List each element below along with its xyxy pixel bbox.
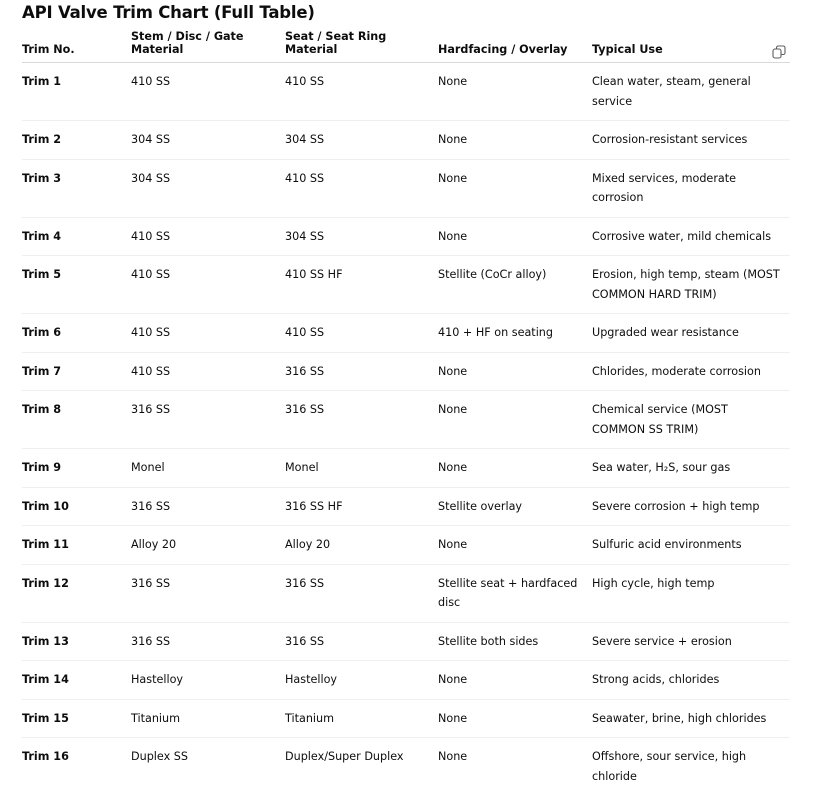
seat-material-cell: Hastelloy: [285, 661, 438, 700]
hardfacing-cell: None: [438, 121, 592, 160]
hardfacing-cell: None: [438, 352, 592, 391]
seat-material-cell: 410 SS HF: [285, 256, 438, 314]
typical-use-cell: Chemical service (MOST COMMON SS TRIM): [592, 391, 790, 449]
stem-material-cell: 410 SS: [131, 63, 285, 121]
table-row: [22, 738, 790, 795]
typical-use-cell: Severe service + erosion: [592, 622, 790, 661]
hardfacing-cell: None: [438, 738, 592, 795]
table-row: [22, 352, 790, 391]
trim-no-cell: Trim 6: [22, 314, 131, 353]
hardfacing-cell: None: [438, 526, 592, 565]
trim-table: [22, 30, 790, 795]
trim-no-cell: Trim 16: [22, 738, 131, 795]
table-row: [22, 622, 790, 661]
table-row: [22, 661, 790, 700]
trim-table-container: [22, 30, 790, 795]
table-row: [22, 256, 790, 314]
table-row: [22, 449, 790, 488]
seat-material-cell: Monel: [285, 449, 438, 488]
table-row: [22, 159, 790, 217]
trim-no-cell: Trim 4: [22, 217, 131, 256]
seat-material-cell: Titanium: [285, 699, 438, 738]
seat-material-cell: 316 SS: [285, 564, 438, 622]
stem-material-cell: 316 SS: [131, 391, 285, 449]
trim-no-cell: Trim 1: [22, 63, 131, 121]
trim-no-cell: Trim 5: [22, 256, 131, 314]
stem-material-cell: Duplex SS: [131, 738, 285, 795]
seat-material-cell: 304 SS: [285, 217, 438, 256]
header-stem-material: Stem / Disc / Gate Material: [131, 30, 285, 63]
typical-use-cell: Sulfuric acid environments: [592, 526, 790, 565]
typical-use-cell: High cycle, high temp: [592, 564, 790, 622]
trim-no-cell: Trim 15: [22, 699, 131, 738]
trim-no-cell: Trim 11: [22, 526, 131, 565]
stem-material-cell: 410 SS: [131, 314, 285, 353]
typical-use-cell: Offshore, sour service, high chloride: [592, 738, 790, 795]
table-row: [22, 314, 790, 353]
stem-material-cell: Alloy 20: [131, 526, 285, 565]
typical-use-cell: Upgraded wear resistance: [592, 314, 790, 353]
header-seat-material: Seat / Seat Ring Material: [285, 30, 438, 63]
table-row: [22, 217, 790, 256]
copy-icon[interactable]: [772, 44, 786, 58]
seat-material-cell: Duplex/Super Duplex: [285, 738, 438, 795]
stem-material-cell: 304 SS: [131, 159, 285, 217]
page-title: API Valve Trim Chart (Full Table): [22, 3, 315, 22]
table-row: [22, 526, 790, 565]
seat-material-cell: Alloy 20: [285, 526, 438, 565]
trim-no-cell: Trim 9: [22, 449, 131, 488]
hardfacing-cell: Stellite both sides: [438, 622, 592, 661]
header-trim-no: Trim No.: [22, 30, 131, 63]
trim-no-cell: Trim 14: [22, 661, 131, 700]
stem-material-cell: 316 SS: [131, 564, 285, 622]
seat-material-cell: 316 SS HF: [285, 487, 438, 526]
typical-use-cell: Chlorides, moderate corrosion: [592, 352, 790, 391]
seat-material-cell: 316 SS: [285, 391, 438, 449]
trim-no-cell: Trim 12: [22, 564, 131, 622]
stem-material-cell: 304 SS: [131, 121, 285, 160]
hardfacing-cell: Stellite seat + hardfaced disc: [438, 564, 592, 622]
hardfacing-cell: None: [438, 699, 592, 738]
stem-material-cell: 316 SS: [131, 622, 285, 661]
typical-use-cell: Corrosive water, mild chemicals: [592, 217, 790, 256]
table-row: [22, 121, 790, 160]
header-hardfacing: Hardfacing / Overlay: [438, 30, 592, 63]
stem-material-cell: Monel: [131, 449, 285, 488]
typical-use-cell: Erosion, high temp, steam (MOST COMMON HARD TRIM): [592, 256, 790, 314]
hardfacing-cell: None: [438, 63, 592, 121]
hardfacing-cell: None: [438, 449, 592, 488]
table-header-row: [22, 30, 790, 63]
stem-material-cell: 410 SS: [131, 256, 285, 314]
hardfacing-cell: None: [438, 159, 592, 217]
hardfacing-cell: None: [438, 217, 592, 256]
trim-no-cell: Trim 2: [22, 121, 131, 160]
hardfacing-cell: None: [438, 661, 592, 700]
stem-material-cell: Titanium: [131, 699, 285, 738]
stem-material-cell: 410 SS: [131, 217, 285, 256]
table-row: [22, 564, 790, 622]
hardfacing-cell: None: [438, 391, 592, 449]
trim-no-cell: Trim 3: [22, 159, 131, 217]
hardfacing-cell: Stellite (CoCr alloy): [438, 256, 592, 314]
table-row: [22, 699, 790, 738]
typical-use-cell: Mixed services, moderate corrosion: [592, 159, 790, 217]
trim-no-cell: Trim 10: [22, 487, 131, 526]
trim-no-cell: Trim 8: [22, 391, 131, 449]
seat-material-cell: 410 SS: [285, 314, 438, 353]
seat-material-cell: 304 SS: [285, 121, 438, 160]
stem-material-cell: 316 SS: [131, 487, 285, 526]
typical-use-cell: Clean water, steam, general service: [592, 63, 790, 121]
typical-use-cell: Sea water, H₂S, sour gas: [592, 449, 790, 488]
typical-use-cell: Corrosion-resistant services: [592, 121, 790, 160]
table-row: [22, 391, 790, 449]
typical-use-cell: Strong acids, chlorides: [592, 661, 790, 700]
table-row: [22, 487, 790, 526]
table-row: [22, 63, 790, 121]
typical-use-cell: Seawater, brine, high chlorides: [592, 699, 790, 738]
seat-material-cell: 316 SS: [285, 622, 438, 661]
seat-material-cell: 316 SS: [285, 352, 438, 391]
header-typical-use: Typical Use: [592, 30, 790, 63]
trim-no-cell: Trim 13: [22, 622, 131, 661]
stem-material-cell: 410 SS: [131, 352, 285, 391]
seat-material-cell: 410 SS: [285, 159, 438, 217]
hardfacing-cell: 410 + HF on seating: [438, 314, 592, 353]
stem-material-cell: Hastelloy: [131, 661, 285, 700]
seat-material-cell: 410 SS: [285, 63, 438, 121]
typical-use-cell: Severe corrosion + high temp: [592, 487, 790, 526]
hardfacing-cell: Stellite overlay: [438, 487, 592, 526]
trim-no-cell: Trim 7: [22, 352, 131, 391]
